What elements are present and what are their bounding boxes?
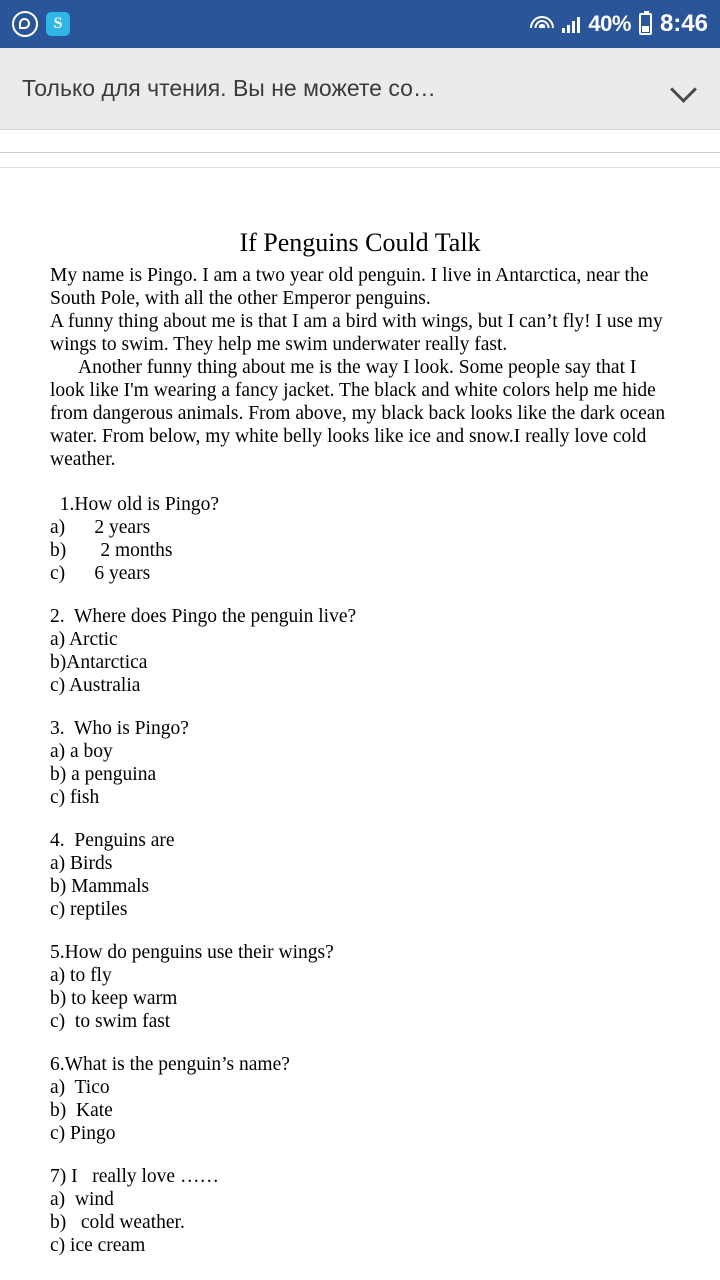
- document-body[interactable]: [0, 168, 720, 1257]
- question-option: b) 2 months: [50, 540, 173, 561]
- page-title: If Penguins Could Talk: [239, 228, 481, 257]
- question-option: c) Australia: [50, 675, 141, 696]
- whatsapp-icon: [12, 11, 38, 37]
- paragraph-1: My name is Pingo. I am a two year old penguin. I live in Antarctica, near the South Pole, with all the other Emperor penguins.: [50, 265, 649, 309]
- wifi-icon: [530, 15, 554, 33]
- question-option: c) reptiles: [50, 899, 128, 920]
- question-6: [50, 1053, 670, 1145]
- question-prompt: 1.How old is Pingo?: [50, 494, 220, 515]
- question-7: [50, 1165, 670, 1257]
- toolbar-strip: [0, 130, 720, 153]
- battery-icon: [639, 13, 652, 35]
- read-only-notice-bar[interactable]: [0, 48, 720, 130]
- ruler-strip: [0, 153, 720, 168]
- question-option: b) Mammals: [50, 876, 150, 897]
- question-option: a) wind: [50, 1189, 114, 1210]
- question-prompt: 2. Where does Pingo the penguin live?: [50, 606, 357, 627]
- question-option: b) to keep warm: [50, 988, 178, 1009]
- question-option: a) Tico: [50, 1077, 110, 1098]
- question-option: b)Antarctica: [50, 652, 148, 673]
- signal-icon: [562, 15, 580, 33]
- s-app-icon: S: [46, 12, 70, 36]
- question-option: c) fish: [50, 787, 100, 808]
- question-option: c) to swim fast: [50, 1011, 171, 1032]
- question-4: [50, 829, 670, 921]
- question-option: b) Kate: [50, 1100, 113, 1121]
- question-prompt: 7) I really love ……: [50, 1166, 219, 1187]
- question-option: c) ice cream: [50, 1235, 146, 1256]
- question-option: a) to fly: [50, 965, 112, 986]
- question-option: a) a boy: [50, 741, 113, 762]
- status-bar-system: [530, 10, 708, 38]
- battery-percent: 40%: [588, 11, 631, 36]
- question-3: [50, 717, 670, 809]
- question-1: [50, 493, 670, 585]
- question-option: a) Birds: [50, 853, 113, 874]
- question-option: b) cold weather.: [50, 1212, 185, 1233]
- question-prompt: 5.How do penguins use their wings?: [50, 942, 334, 963]
- clock: 8:46: [659, 10, 708, 37]
- paragraph-2: A funny thing about me is that I am a bird with wings, but I can’t fly! I use my wings to swim. They help me swim underwater really fast.: [50, 311, 663, 355]
- status-bar-notifications: [12, 11, 70, 37]
- question-prompt: 3. Who is Pingo?: [50, 718, 189, 739]
- question-option: c) Pingo: [50, 1123, 116, 1144]
- status-bar: [0, 0, 720, 48]
- read-only-notice-text: Только для чтения. Вы не можете со…: [22, 75, 436, 101]
- chevron-down-icon[interactable]: [672, 76, 698, 102]
- question-prompt: 6.What is the penguin’s name?: [50, 1054, 290, 1075]
- paragraph-3: Another funny thing about me is the way I look. Some people say that I look like I'm wearing a fancy jacket. The black and white colors help me hide from dangerous animals. From above, my black back looks like the dark ocean water. From below, my white belly looks like ice and snow.I really love cold weather.: [50, 357, 666, 470]
- question-option: b) a penguina: [50, 764, 157, 785]
- question-prompt: 4. Penguins are: [50, 830, 175, 851]
- question-option: a) 2 years: [50, 517, 151, 538]
- question-2: [50, 605, 670, 697]
- question-option: a) Arctic: [50, 629, 118, 650]
- question-5: [50, 941, 670, 1033]
- question-option: c) 6 years: [50, 563, 151, 584]
